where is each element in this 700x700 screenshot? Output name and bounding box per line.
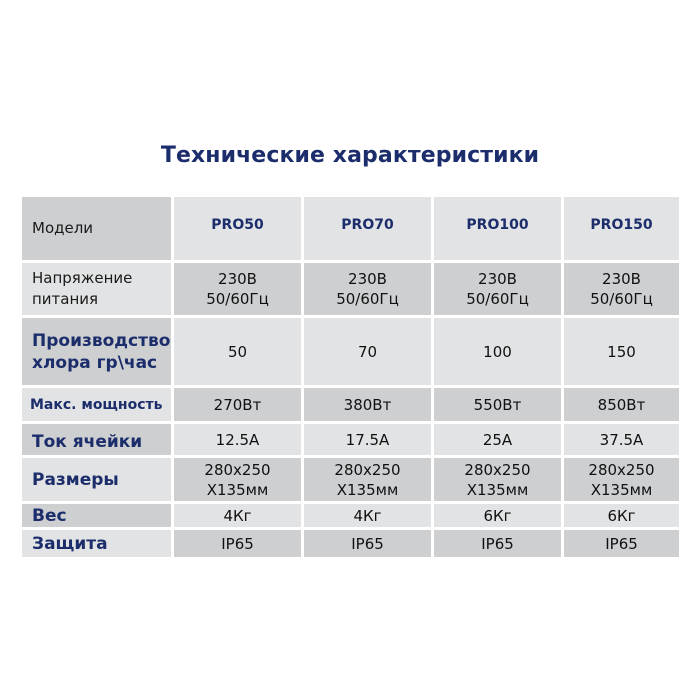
table-cell: IP65 — [434, 530, 564, 560]
table-cell: 17.5A — [304, 424, 434, 458]
model-pro50: PRO50 — [174, 197, 304, 263]
table-row — [22, 388, 679, 424]
table-cell: 37.5A — [564, 424, 679, 458]
table-cell: 6Кг — [564, 504, 679, 530]
row-label-protection: Защита — [22, 530, 174, 560]
row-label-dimensions: Размеры — [22, 458, 174, 504]
table-cell: 280x250 X135мм — [304, 458, 434, 504]
table-cell: 50 — [174, 318, 304, 388]
table-cell: 380Вт — [304, 388, 434, 424]
table-cell: 270Вт — [174, 388, 304, 424]
specs-table — [22, 197, 679, 560]
table-cell: 100 — [434, 318, 564, 388]
table-cell: 70 — [304, 318, 434, 388]
header-label: Модели — [22, 197, 174, 263]
table-row — [22, 458, 679, 504]
row-label-voltage: Напряжение питания — [22, 263, 174, 318]
table-row — [22, 504, 679, 530]
model-pro70: PRO70 — [304, 197, 434, 263]
row-label-chlorine: Производство хлора гр\час — [22, 318, 174, 388]
table-cell: IP65 — [304, 530, 434, 560]
table-cell: 550Вт — [434, 388, 564, 424]
table-cell: 280x250 X135мм — [564, 458, 679, 504]
table-cell: 4Кг — [304, 504, 434, 530]
table-header-row — [22, 197, 679, 263]
table-cell: 280x250 X135мм — [174, 458, 304, 504]
table-cell: 850Вт — [564, 388, 679, 424]
table-cell: 280x250 X135мм — [434, 458, 564, 504]
table-cell: 6Кг — [434, 504, 564, 530]
table-row — [22, 318, 679, 388]
row-label-cell-current: Ток ячейки — [22, 424, 174, 458]
table-cell: 12.5A — [174, 424, 304, 458]
table-cell: 4Кг — [174, 504, 304, 530]
table-row — [22, 424, 679, 458]
page-title: Технические характеристики — [160, 143, 540, 168]
table-cell: IP65 — [174, 530, 304, 560]
table-cell: 230В 50/60Гц — [174, 263, 304, 318]
table-row — [22, 530, 679, 560]
model-pro150: PRO150 — [564, 197, 679, 263]
table-cell: IP65 — [564, 530, 679, 560]
model-pro100: PRO100 — [434, 197, 564, 263]
table-cell: 230В 50/60Гц — [434, 263, 564, 318]
row-label-max-power: Макс. мощность — [22, 388, 174, 424]
table-row — [22, 263, 679, 318]
table-cell: 230В 50/60Гц — [304, 263, 434, 318]
table-cell: 230В 50/60Гц — [564, 263, 679, 318]
table-cell: 25A — [434, 424, 564, 458]
row-label-weight: Вес — [22, 504, 174, 530]
table-cell: 150 — [564, 318, 679, 388]
